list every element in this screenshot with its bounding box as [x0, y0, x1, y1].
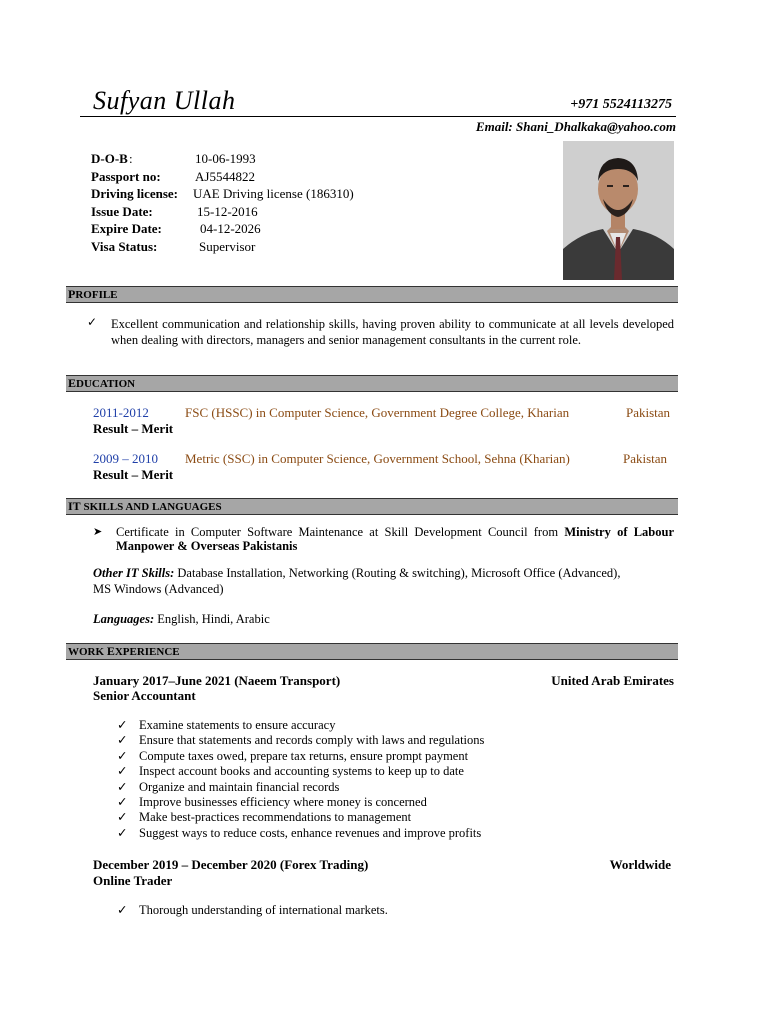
duty-item: [117, 749, 484, 764]
section-header-skills: [66, 498, 678, 515]
certificate-item: [116, 525, 674, 553]
duty-text: Compute taxes owed, prepare tax returns, ensure prompt payment: [139, 748, 469, 763]
duty-text: Inspect account books and accounting systems to keep up to date: [139, 764, 464, 779]
detail-value: Supervisor: [199, 238, 256, 254]
arrow-bullet-icon: ➤: [93, 526, 103, 538]
duty-text: Make best-practices recommendations to management: [139, 810, 412, 825]
profile-photo: [563, 141, 674, 280]
certificate-issuer: Ministry of Labour Manpower & Overseas Pakistanis: [116, 525, 674, 553]
detail-label: Passport no:: [91, 168, 161, 184]
check-icon: ✓: [117, 779, 128, 794]
section-heading-rest: SKILLS AND LANGUAGES: [83, 501, 222, 513]
languages-label: Languages:: [93, 612, 155, 626]
section-heading-rest: ROFILE: [75, 289, 118, 301]
detail-value: 04-12-2026: [200, 221, 261, 237]
other-skills-text: Database Installation, Networking (Routing & switching), Microsoft Office (Advanced), MS Windows (Advanced): [93, 566, 621, 596]
section-heading-initial: E: [68, 376, 77, 390]
education-result: Result – Merit: [93, 467, 174, 482]
education-country: Pakistan: [623, 451, 668, 466]
detail-value: AJ5544822: [195, 168, 255, 184]
duty-text: Ensure that statements and records comply with laws and regulations: [139, 733, 485, 748]
job-period: January 2017–June 2021 (Naeem Transport): [93, 673, 341, 688]
duty-text: Suggest ways to reduce costs, enhance revenues and improve profits: [139, 825, 482, 840]
detail-row-expire: [91, 220, 354, 238]
duty-item: [117, 780, 484, 795]
duty-item: [117, 810, 484, 825]
detail-value: 15-12-2016: [197, 203, 258, 219]
education-years: 2011-2012: [93, 405, 149, 420]
check-icon: ✓: [117, 810, 128, 825]
duty-text: Improve businesses efficiency where money is concerned: [139, 795, 427, 810]
education-years: 2009 – 2010: [93, 451, 158, 466]
detail-row-dob: D-O-B : 10-06-1993: [91, 151, 256, 166]
person-portrait-icon: [563, 141, 674, 280]
header-divider: [80, 116, 676, 117]
duty-item: [117, 826, 484, 841]
check-icon: ✓: [117, 718, 128, 732]
other-skills-label: Other IT Skills:: [93, 566, 175, 580]
other-it-skills: [93, 565, 638, 597]
check-icon: ✓: [117, 748, 128, 763]
detail-separator: :: [129, 151, 133, 166]
detail-label: Issue Date:: [91, 203, 153, 219]
section-header-education: [66, 375, 678, 392]
detail-value: 10-06-1993: [195, 151, 256, 166]
check-icon: ✓: [117, 764, 128, 779]
detail-value: UAE Driving license (186310): [193, 186, 354, 202]
duty-item: [117, 903, 388, 918]
job-duties-list: [117, 903, 388, 918]
email-address: Email: Shani_Dhalkaka@yahoo.com: [475, 119, 676, 134]
job-title: Senior Accountant: [93, 688, 196, 703]
education-degree: Metric (SSC) in Computer Science, Government School, Sehna (Kharian): [185, 451, 570, 466]
job-location: United Arab Emirates: [551, 673, 674, 688]
check-icon: ✓: [117, 733, 128, 748]
detail-row-passport: [91, 168, 354, 186]
education-country: Pakistan: [626, 405, 671, 420]
job-duties-list: [117, 718, 484, 841]
section-heading-initial: IT: [68, 499, 84, 513]
section-header-profile: [66, 286, 678, 303]
job-title: Online Trader: [93, 873, 173, 888]
detail-row-license: [91, 185, 354, 203]
duty-item: [117, 795, 484, 810]
section-heading-initial: E: [106, 644, 115, 658]
duty-item: [117, 733, 484, 748]
profile-summary: Excellent communication and relationship skills, having proven ability to communicate at all levels developed when dealing with directors, managers and senior management consultants in the current role.: [111, 317, 674, 347]
detail-label: Expire Date:: [91, 221, 162, 237]
detail-row-issue: [91, 203, 354, 221]
check-icon: ✓: [117, 903, 128, 917]
phone-number: +971 5524113275: [570, 97, 672, 112]
section-heading-prefix: WORK: [68, 646, 107, 658]
personal-details: [91, 150, 354, 256]
job-location: Worldwide: [609, 857, 671, 872]
check-icon: ✓: [87, 315, 98, 329]
detail-label: Driving license:: [91, 186, 179, 202]
education-result: Result – Merit: [93, 421, 174, 436]
section-header-work: [66, 643, 678, 660]
section-heading-rest: XPERIENCE: [114, 646, 180, 658]
duty-text: Examine statements to ensure accuracy: [139, 718, 336, 732]
education-degree: FSC (HSSC) in Computer Science, Government Degree College, Kharian: [185, 405, 570, 420]
duty-item: [117, 764, 484, 779]
candidate-name: Sufyan Ullah: [93, 86, 236, 115]
duty-text: Thorough understanding of international markets.: [139, 903, 388, 917]
check-icon: ✓: [117, 795, 128, 810]
certificate-text: Certificate in Computer Software Maintenance at Skill Development Council from: [116, 525, 559, 539]
languages-text: English, Hindi, Arabic: [157, 612, 270, 626]
check-icon: ✓: [117, 825, 128, 840]
job-period: December 2019 – December 2020 (Forex Trading): [93, 857, 369, 872]
duty-item: [117, 718, 484, 733]
section-heading-initial: P: [68, 287, 76, 301]
detail-label: Visa Status:: [91, 238, 158, 254]
section-heading-rest: DUCATION: [76, 378, 136, 390]
detail-row-visa: [91, 238, 354, 256]
duty-text: Organize and maintain financial records: [139, 779, 340, 794]
languages: [93, 611, 270, 627]
